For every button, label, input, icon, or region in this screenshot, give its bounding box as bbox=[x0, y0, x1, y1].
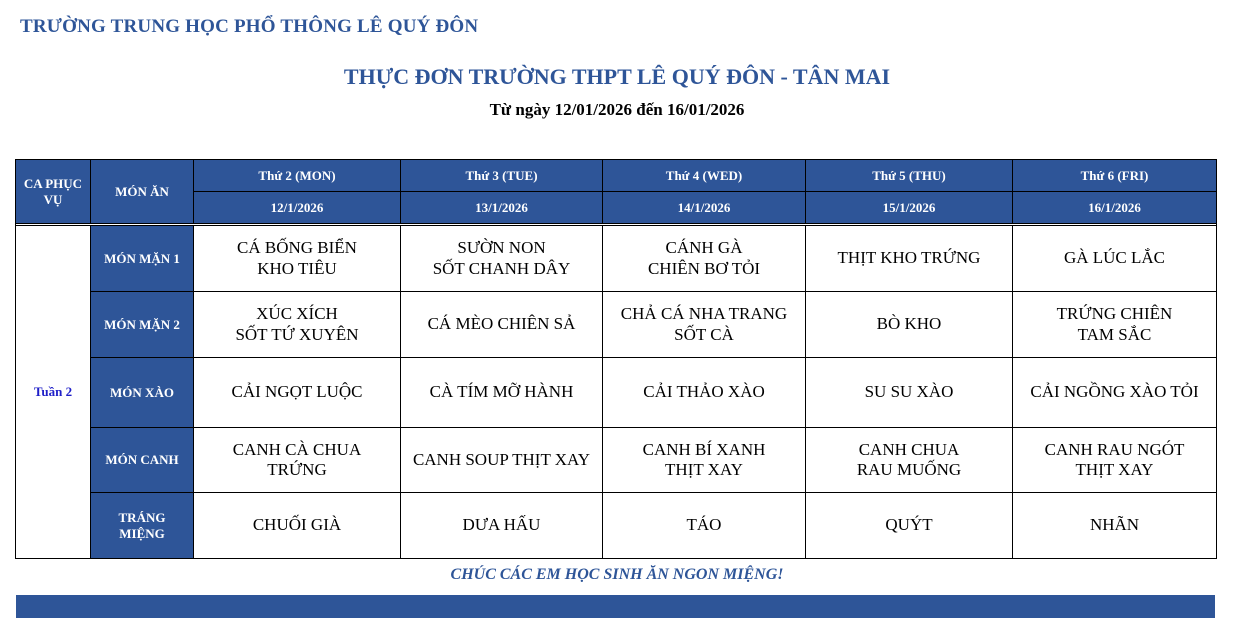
dish-cell: CANH RAU NGÓT THỊT XAY bbox=[1013, 428, 1217, 493]
dish-cell: DƯA HẤU bbox=[401, 493, 603, 559]
category-label: MÓN MẶN 1 bbox=[91, 226, 194, 292]
dish-cell: CANH BÍ XANH THỊT XAY bbox=[603, 428, 806, 493]
greeting: CHÚC CÁC EM HỌC SINH ĂN NGON MIỆNG! bbox=[450, 566, 784, 583]
dish-cell: CHẢ CÁ NHA TRANG SỐT CÀ bbox=[603, 292, 806, 358]
dish-cell: CẢI NGỌT LUỘC bbox=[194, 358, 401, 428]
header-date-mon: 12/1/2026 bbox=[194, 192, 401, 224]
footer-bar bbox=[16, 595, 1215, 618]
header-row-days bbox=[16, 160, 1217, 192]
menu-table bbox=[15, 159, 1217, 559]
table-row bbox=[16, 493, 1217, 559]
dish-cell: CANH CÀ CHUA TRỨNG bbox=[194, 428, 401, 493]
header-service: CA PHỤC VỤ bbox=[16, 160, 91, 224]
dish-cell: QUÝT bbox=[806, 493, 1013, 559]
dish-cell: CÀ TÍM MỠ HÀNH bbox=[401, 358, 603, 428]
category-label: MÓN CANH bbox=[91, 428, 194, 493]
dish-cell: XÚC XÍCH SỐT TỨ XUYÊN bbox=[194, 292, 401, 358]
header-row-dates bbox=[16, 192, 1217, 224]
category-label: MÓN MẶN 2 bbox=[91, 292, 194, 358]
header-dish: MÓN ĂN bbox=[91, 160, 194, 224]
dish-cell: TÁO bbox=[603, 493, 806, 559]
category-label: TRÁNG MIỆNG bbox=[91, 493, 194, 559]
table-row bbox=[16, 428, 1217, 493]
dish-cell: CÁ MÈO CHIÊN SẢ bbox=[401, 292, 603, 358]
header-day-thu: Thứ 5 (THU) bbox=[806, 160, 1013, 192]
header-day-fri: Thứ 6 (FRI) bbox=[1013, 160, 1217, 192]
dish-cell: CANH CHUA RAU MUỐNG bbox=[806, 428, 1013, 493]
category-label: MÓN XÀO bbox=[91, 358, 194, 428]
dish-cell: BÒ KHO bbox=[806, 292, 1013, 358]
header-date-wed: 14/1/2026 bbox=[603, 192, 806, 224]
dish-cell: GÀ LÚC LẮC bbox=[1013, 226, 1217, 292]
dish-cell: NHÃN bbox=[1013, 493, 1217, 559]
header-date-thu: 15/1/2026 bbox=[806, 192, 1013, 224]
school-name: TRƯỜNG TRUNG HỌC PHỔ THÔNG LÊ QUÝ ĐÔN bbox=[20, 16, 479, 37]
dish-cell: CÁ BỐNG BIỂN KHO TIÊU bbox=[194, 226, 401, 292]
menu-title: THỰC ĐƠN TRƯỜNG THPT LÊ QUÝ ĐÔN - TÂN MAI bbox=[343, 64, 891, 89]
week-label: Tuần 2 bbox=[16, 226, 91, 559]
header-day-wed: Thứ 4 (WED) bbox=[603, 160, 806, 192]
dish-cell: CANH SOUP THỊT XAY bbox=[401, 428, 603, 493]
table-row bbox=[16, 292, 1217, 358]
table-row bbox=[16, 358, 1217, 428]
table-row bbox=[16, 226, 1217, 292]
header-date-tue: 13/1/2026 bbox=[401, 192, 603, 224]
dish-cell: CẢI THẢO XÀO bbox=[603, 358, 806, 428]
header-day-mon: Thứ 2 (MON) bbox=[194, 160, 401, 192]
dish-cell: CHUỐI GIÀ bbox=[194, 493, 401, 559]
dish-cell: SƯỜN NON SỐT CHANH DÂY bbox=[401, 226, 603, 292]
dish-cell: SU SU XÀO bbox=[806, 358, 1013, 428]
header-date-fri: 16/1/2026 bbox=[1013, 192, 1217, 224]
dish-cell: CẢI NGỒNG XÀO TỎI bbox=[1013, 358, 1217, 428]
dish-cell: THỊT KHO TRỨNG bbox=[806, 226, 1013, 292]
dish-cell: TRỨNG CHIÊN TAM SẮC bbox=[1013, 292, 1217, 358]
header-day-tue: Thứ 3 (TUE) bbox=[401, 160, 603, 192]
date-range: Từ ngày 12/01/2026 đến 16/01/2026 bbox=[489, 100, 745, 119]
dish-cell: CÁNH GÀ CHIÊN BƠ TỎI bbox=[603, 226, 806, 292]
